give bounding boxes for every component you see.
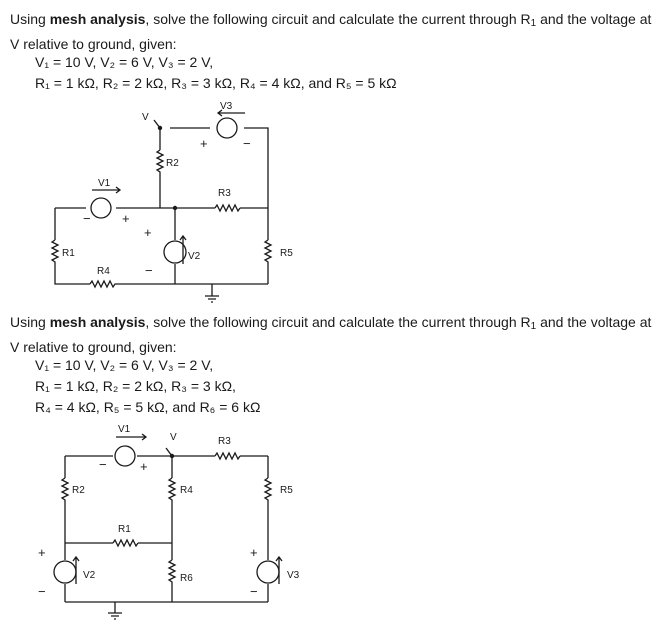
- problem2-given-voltages: V₁ = 10 V, V₂ = 6 V, V₃ = 2 V,: [35, 357, 214, 373]
- c2-v2-plus: +: [38, 545, 46, 560]
- problem1-statement: Using mesh analysis, solve the following circuit and calculate the current through $R_1$ and the voltage at V relative to ground, given:: [10, 11, 652, 52]
- c2-v1-source: [115, 446, 135, 466]
- c2-v1-minus: −: [99, 457, 107, 472]
- c1-label-v2: V2: [188, 251, 201, 262]
- c1-label-v3: V3: [220, 101, 233, 112]
- c1-label-v: V: [142, 112, 149, 123]
- c2-v3-source: [257, 561, 279, 583]
- c2-v2-minus: −: [38, 584, 46, 599]
- problem1-bold-method: mesh analysis: [49, 11, 146, 27]
- c1-label-v1: V1: [98, 178, 111, 189]
- problem2-statement: Using mesh analysis, solve the following circuit and calculate the current through $R_1$ and the voltage at V relative to ground, given:: [10, 314, 652, 355]
- c2-v-probe-icon: [166, 448, 172, 456]
- c2-v1-plus: +: [140, 459, 148, 474]
- c2-label-v2: V2: [83, 570, 96, 581]
- c2-r2-resistor: [62, 478, 68, 502]
- c1-v3-minus: −: [243, 136, 251, 151]
- c1-v3-plus: +: [200, 136, 208, 151]
- c2-label-r6: R6: [180, 573, 193, 584]
- c1-label-r3: R3: [218, 188, 231, 199]
- c2-label-r1: R1: [118, 524, 131, 535]
- c2-r1-resistor: [113, 540, 138, 546]
- c1-v1-plus: +: [122, 211, 130, 226]
- c2-r3-resistor: [215, 453, 240, 459]
- c2-label-r3: R3: [218, 436, 231, 447]
- c2-label-v: V: [170, 432, 177, 443]
- c2-label-v1: V1: [118, 424, 131, 435]
- c2-ground-icon: [108, 613, 122, 619]
- c1-label-r1: R1: [62, 248, 75, 259]
- c2-v2-source: [54, 561, 76, 583]
- c1-label-r4: R4: [97, 266, 110, 277]
- c1-v2-minus: −: [145, 263, 153, 278]
- problem2-given-resistors-a: R₁ = 1 kΩ, R₂ = 2 kΩ, R₃ = 3 kΩ,: [35, 378, 236, 394]
- problem1-given-voltages: V₁ = 10 V, V₂ = 6 V, V₃ = 2 V,: [35, 54, 214, 70]
- c2-r5-resistor: [265, 478, 271, 502]
- c2-r6-resistor: [169, 560, 175, 584]
- c2-label-r2: R2: [72, 485, 85, 496]
- c2-r4-resistor: [169, 478, 175, 502]
- c1-label-r5: R5: [280, 248, 293, 259]
- problem2-given-resistors-b: R₄ = 4 kΩ, R₅ = 5 kΩ, and R₆ = 6 kΩ: [35, 399, 261, 415]
- problem2-bold-method: mesh analysis: [49, 314, 146, 330]
- c1-v1-minus: −: [83, 211, 91, 226]
- problem1-given-resistors: R₁ = 1 kΩ, R₂ = 2 kΩ, R₃ = 3 kΩ, R₄ = 4 kΩ, and R₅ = 5 kΩ: [35, 75, 397, 91]
- c2-label-v3: V3: [287, 570, 300, 581]
- c2-wire-bottom: [65, 602, 268, 613]
- c2-label-r4: R4: [180, 485, 193, 496]
- c1-v2-plus: +: [144, 225, 152, 240]
- c2-v3-minus: −: [250, 584, 258, 599]
- c1-label-r2: R2: [166, 158, 179, 169]
- c2-v3-plus: +: [250, 545, 258, 560]
- c2-label-r5: R5: [280, 485, 293, 496]
